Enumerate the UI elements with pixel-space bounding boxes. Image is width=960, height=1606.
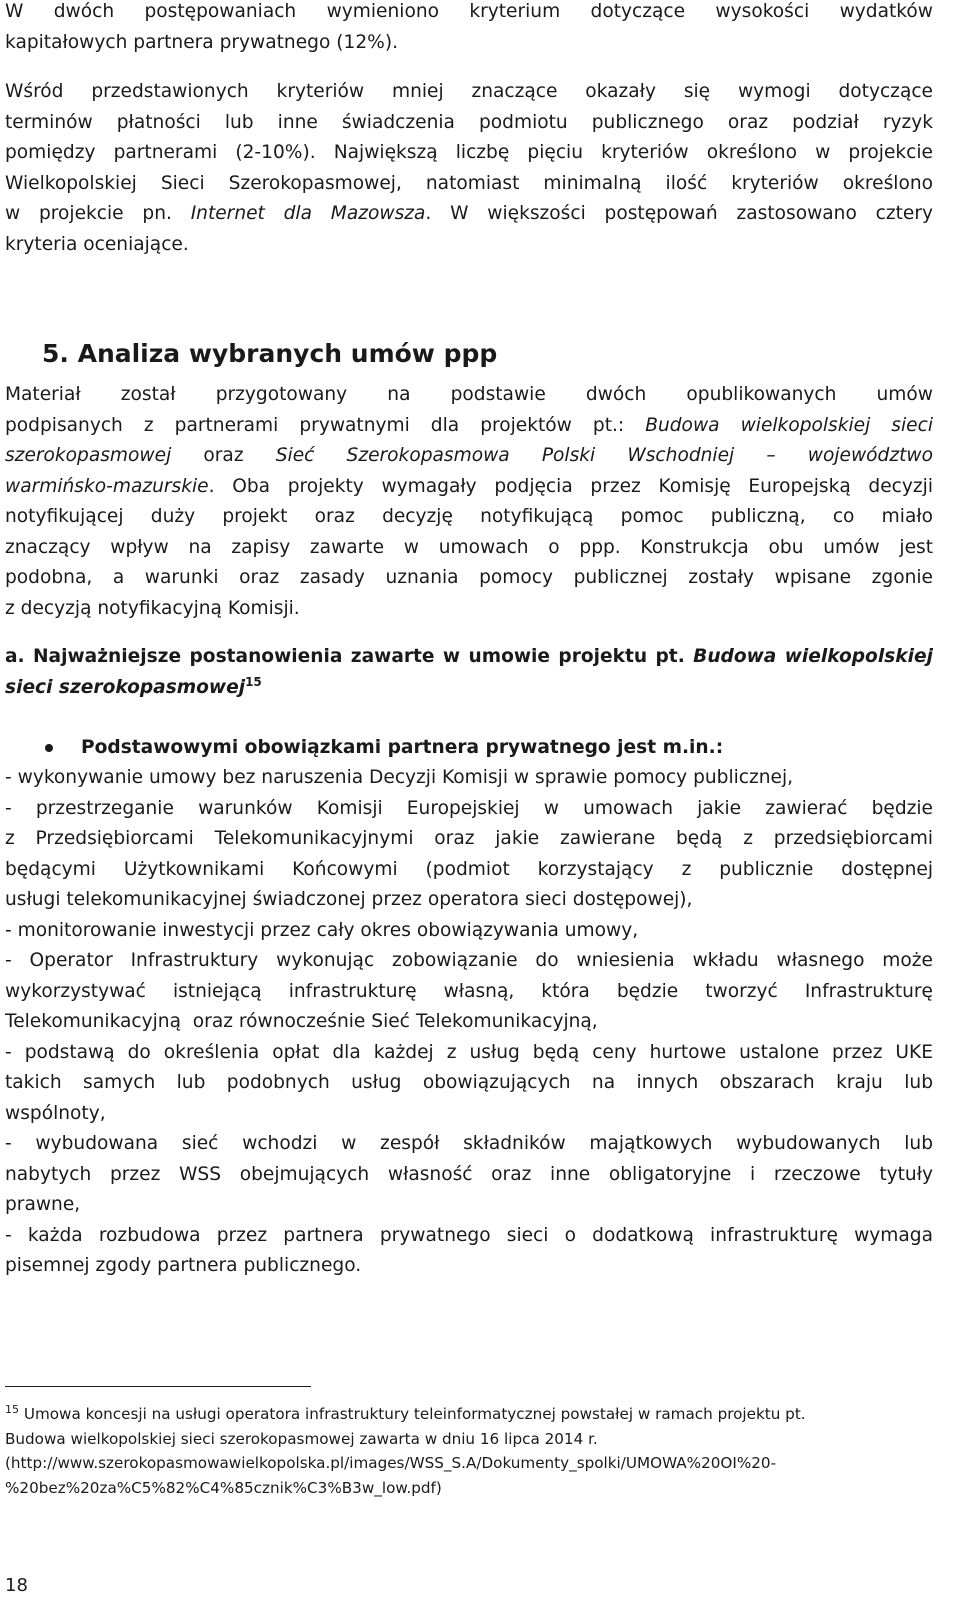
- text-line: podobna, a warunki oraz zasady uznania pomocy publicznej zostały wpisane zgonie: [5, 567, 933, 588]
- text-run: . Oba projekty wymagały podjęcia przez Komisję Europejską decyzji: [208, 475, 933, 497]
- paragraph-contracts-analysis: [5, 380, 933, 624]
- obligations-list: [5, 763, 933, 1282]
- text-line: wspólnoty,: [5, 1102, 106, 1124]
- bullet-icon: [45, 744, 53, 752]
- text-line: z Przedsiębiorcami Telekomunikacyjnymi oraz jakie zawierane będą z przedsiębiorcami: [5, 828, 933, 849]
- text-run: w projekcie pn.: [5, 203, 191, 224]
- text-line: kryteria oceniające.: [5, 233, 189, 255]
- text-line: Materiał został przygotowany na podstawie dwóch opublikowanych umów: [5, 384, 933, 405]
- bullet-text: Podstawowymi obowiązkami partnera prywatnego jest m.in.:: [81, 737, 724, 758]
- project-title: sieci szerokopasmowej: [5, 676, 246, 698]
- bullet-item: [5, 733, 933, 763]
- paragraph-criteria-summary: [5, 77, 933, 260]
- subheading-key-provisions: [5, 642, 933, 703]
- text-line: kapitałowych partnera prywatnego (12%).: [5, 31, 398, 53]
- text-line: W dwóch postępowaniach wymieniono kryterium dotyczące wysokości wydatków: [5, 1, 933, 22]
- text-line: [5, 199, 933, 230]
- list-item: - przestrzeganie warunków Komisji Europejskiej w umowach jakie zawierać będzie: [5, 797, 933, 819]
- text-run: podpisanych z partnerami prywatnymi dla projektów pt.:: [5, 414, 646, 436]
- footnote-link[interactable]: (http://www.szerokopasmowawielkopolska.pl/images/WSS_S.A/Dokumenty_spolki/UMOWA%20OI%20-: [5, 1454, 777, 1472]
- page-number: 18: [5, 1575, 28, 1596]
- footnote-separator: [5, 1386, 311, 1387]
- text-line: [5, 673, 933, 704]
- text-run: a. Najważniejsze postanowienia zawarte w umowie projektu pt.: [5, 646, 694, 667]
- text-run: oraz: [171, 445, 276, 466]
- text-line: usługi telekomunikacyjnej świadczonej przez operatora sieci dostępowej),: [5, 889, 693, 910]
- text-line: pisemnej zgody partnera publicznego.: [5, 1255, 362, 1276]
- list-item: - każda rozbudowa przez partnera prywatnego sieci o dodatkową infrastrukturę wymaga: [5, 1224, 933, 1246]
- text-line: [5, 411, 933, 442]
- text-line: takich samych lub podobnych usług obowiązujących na innych obszarach kraju lub: [5, 1072, 933, 1093]
- text-line: prawne,: [5, 1194, 81, 1215]
- text-line: z decyzją notyfikacyjną Komisji.: [5, 597, 300, 619]
- text-line: znaczący wpływ na zapisy zawarte w umowach o ppp. Konstrukcja obu umów jest: [5, 536, 933, 558]
- project-title: warmińsko-mazurskie: [5, 475, 209, 497]
- text-line: będącymi Użytkownikami Końcowymi (podmiot korzystający z publicznie dostępnej: [5, 858, 933, 880]
- section-heading: 5. Analiza wybranych umów ppp: [42, 339, 498, 368]
- list-item: - Operator Infrastruktury wykonując zobowiązanie do wniesienia wkładu własnego może: [5, 950, 933, 971]
- text-line: [5, 642, 933, 673]
- text-line: [5, 441, 933, 472]
- list-item: - podstawą do określenia opłat dla każdej z usług będą ceny hurtowe ustalone przez UKE: [5, 1041, 933, 1063]
- list-item: - wybudowana sieć wchodzi w zespół składników majątkowych wybudowanych lub: [5, 1133, 933, 1154]
- footnote-number: 15: [5, 1402, 19, 1416]
- text-line: nabytych przez WSS obejmujących własność oraz inne obligatoryjne i rzeczowe tytuły: [5, 1163, 933, 1185]
- text-line: Telekomunikacyjną oraz równocześnie Sieć Telekomunikacyjną,: [5, 1011, 598, 1032]
- text-line: [5, 472, 933, 503]
- text-line: Budowa wielkopolskiej sieci szerokopasmowej zawarta w dniu 16 lipca 2014 r.: [5, 1429, 598, 1448]
- text-line: wykorzystywać istniejącą infrastrukturę własną, która będzie tworzyć Infrastrukturę: [5, 980, 933, 1002]
- project-title: szerokopasmowej: [5, 445, 172, 466]
- list-item: - monitorowanie inwestycji przez cały okres obowiązywania umowy,: [5, 919, 639, 941]
- footnote-link[interactable]: %20bez%20za%C5%82%C4%85cznik%C3%B3w_low.pdf): [5, 1478, 442, 1497]
- text-line: [5, 1402, 885, 1427]
- text-run: Umowa koncesji na usługi operatora infrastruktury teleinformatycznej powstałej w ramach projektu pt.: [19, 1405, 806, 1423]
- footnote-reference[interactable]: 15: [245, 674, 262, 689]
- text-line: notyfikującej duży projekt oraz decyzję notyfikującą pomoc publiczną, co miało: [5, 506, 933, 527]
- text-run: . W większości postępowań zastosowano cztery: [425, 203, 933, 224]
- text-line: Wielkopolskiej Sieci Szerokopasmowej, natomiast minimalną ilość kryteriów określono: [5, 172, 933, 194]
- text-line: pomiędzy partnerami (2-10%). Największą liczbę pięciu kryteriów określono w projekcie: [5, 142, 933, 163]
- project-title: Internet dla Mazowsza: [190, 203, 426, 224]
- project-title: Budowa wielkopolskiej: [693, 646, 933, 667]
- text-line: terminów płatności lub inne świadczenia podmiotu publicznego oraz podział ryzyk: [5, 111, 933, 133]
- project-title: Budowa wielkopolskiej sieci: [645, 414, 933, 436]
- paragraph-capital-expenditure: [5, 0, 933, 58]
- project-title: Sieć Szerokopasmowa Polski Wschodniej – województwo: [275, 445, 933, 466]
- list-item: - wykonywanie umowy bez naruszenia Decyzji Komisji w sprawie pomocy publicznej,: [5, 767, 794, 788]
- footnote: [5, 1402, 885, 1500]
- text-line: Wśród przedstawionych kryteriów mniej znaczące okazały się wymogi dotyczące: [5, 81, 933, 102]
